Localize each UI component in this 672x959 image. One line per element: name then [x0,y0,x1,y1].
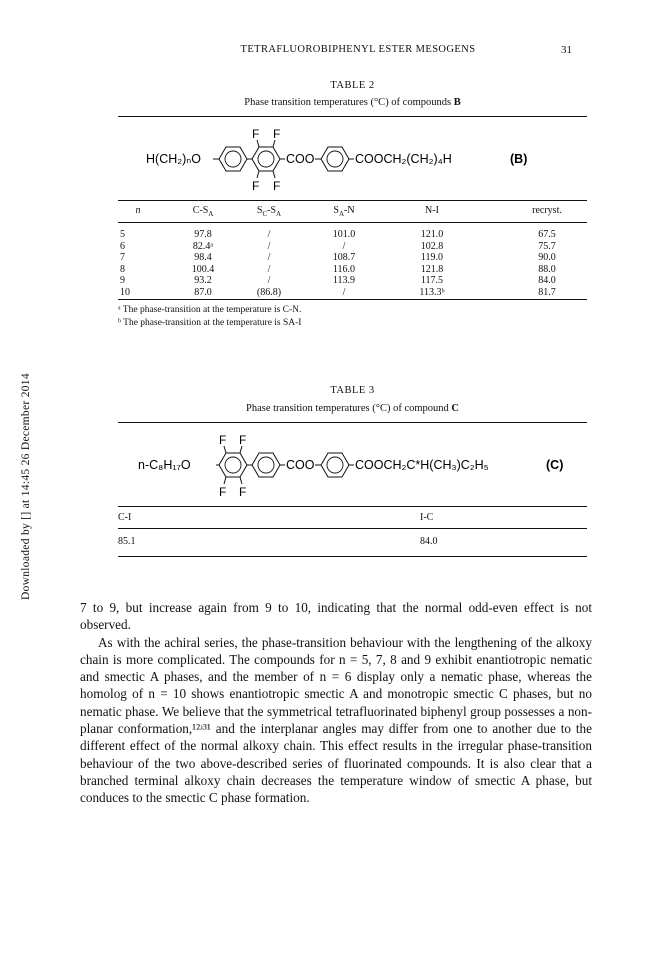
t2-cell-r4-c3: 113.9 [332,275,356,287]
t2-cell-r1-c5: 75.7 [538,240,556,252]
t2-f-bot-right: F [273,179,281,193]
t2-cell-r0-c2: / [267,229,271,240]
t2-cell-r3-c5: 88.0 [538,263,556,275]
t2-f-top-left: F [252,127,260,141]
t3-f-bot-right: F [239,485,247,499]
t2-f-bot-left: F [252,179,260,193]
t2-cell-r1-c4: 102.8 [420,240,444,252]
t3-linker: COO [286,458,315,472]
t3-left-group: n-C₈H₁₇O [138,458,191,472]
paragraph-1: 7 to 9, but increase again from 9 to 10, indicating that the normal odd-even effect is not observed. [80,600,592,633]
download-stamp [6,310,32,710]
table3-label: TABLE 3 [330,385,375,396]
t2-col-n-i: N-I [425,205,439,216]
t3-compound-label: (C) [546,458,564,472]
t2-footnote-a: ᵃ The phase-transition at the temperature is C-N. [118,305,302,315]
t2-cell-r4-c1: 93.2 [194,275,212,287]
t2-cell-r5-c5: 81.7 [538,287,556,298]
t3-f-bot-left: F [219,485,227,499]
page-number: 31 [561,44,572,56]
t2-right-group: COOCH₂(CH₂)₄H [355,152,452,166]
t2-cell-r5-c3: / [342,287,346,298]
table2-body-rule [118,222,587,223]
body-text [80,599,592,807]
t2-footnote-b: ᵇ The phase-transition at the temperature is SA-I [118,318,302,328]
t2-cell-r5-c1: 87.0 [194,287,212,298]
t2-cell-r4-c0: 9 [120,275,125,287]
t2-col-sc-sa: $S_C-S_A$ [256,205,282,218]
t2-col-n: n [135,205,141,216]
t3-cell-i-c: 84.0 [420,536,438,547]
t2-benzene-ring-3 [321,147,349,171]
t3-col-c-i: C-I [118,512,132,523]
t2-cell-r4-c2: / [267,275,271,287]
t2-cell-r3-c0: 8 [120,263,125,275]
t2-col-c-sa: $C-S_A$ [192,205,214,218]
t2-left-group: H(CH₂)ₙO [146,152,201,166]
table3-caption-text: Phase transition temperatures (°C) of compound [246,403,452,414]
table3-caption-compound: C [451,403,459,414]
table3-bottom-rule [118,556,587,557]
t2-cell-r2-c4: 119.0 [420,252,444,264]
t2-cell-r1-c3: / [342,240,346,252]
t3-fluorobenzene-ring [219,446,247,484]
t2-cell-r3-c2: / [267,263,271,275]
t2-col-sa-n: $S_A-N$ [333,205,355,218]
table2-head-rule [118,200,587,201]
t2-cell-r3-c1: 100.4 [191,263,215,275]
table3-structure [118,424,587,506]
table2-top-rule [118,116,587,117]
t2-f-top-right: F [273,127,281,141]
t2-cell-r1-c2: / [267,240,271,252]
t3-cell-c-i: 85.1 [118,536,136,547]
table3-body-rule [118,528,587,529]
table2-caption-text: Phase transition temperatures (°C) of compounds [244,97,454,108]
t2-cell-r5-c4: 113.3ᵇ [419,287,445,298]
table2-structure [118,118,587,200]
paragraph-2: As with the achiral series, the phase-transition behaviour with the lengthening of the alkoxy chain is more complicated. The compounds for n = 5, 7, 8 and 9 exhibit enantiotropic nematic and smectic A phases, and the member of n = 6 display only a nematic phase, whereas the homolog of n = 10 shows enantiotropic smectic A and monotropic smectic C phases, but no nematic phase. We believe that the symmetrical tetrafluorinated biphenyl group possesses a non-planar conformation,¹²ʴ³¹ and the interplanar angles may differ from one to another due to the different effect of the normal alkoxy chain. This effect results in the irregular phase-transition behaviour of the two above-described series of fluorinated compounds. It is also clear that a branched terminal alkoxy chain decreases the temperature window of smectic A phase, but conduces to the smectic C phase formation. [80,634,592,806]
t2-compound-label: (B) [510,152,528,166]
table2-caption [118,97,587,108]
t3-benzene-ring-2 [252,453,280,477]
running-header: TETRAFLUOROBIPHENYL ESTER MESOGENS [240,44,476,55]
t2-cell-r2-c1: 98.4 [194,252,212,264]
table3-top-rule [118,422,587,423]
table3-caption [118,403,587,414]
t2-cell-r5-c0: 10 [120,287,130,298]
t2-col-recryst: recryst. [532,205,562,216]
t2-cell-r0-c1: 97.8 [194,229,212,240]
t2-cell-r1-c1: 82.4ᵃ [192,240,214,252]
t3-f-top-right: F [239,433,247,447]
t2-cell-r2-c5: 90.0 [538,252,556,264]
table3-head-rule [118,506,587,507]
t2-cell-r0-c3: 101.0 [332,229,356,240]
t2-cell-r0-c4: 121.0 [420,229,444,240]
download-stamp-text: Downloaded by [] at 14:45 26 December 2014 [20,373,32,600]
t2-cell-r0-c0: 5 [120,229,125,240]
t2-fluorobenzene-ring [252,140,280,178]
t2-cell-r4-c4: 117.5 [420,275,444,287]
t2-cell-r3-c3: 116.0 [332,263,356,275]
table2-label: TABLE 2 [330,80,375,91]
t2-linker: COO [286,152,315,166]
t3-col-i-c: I-C [420,512,434,523]
t2-cell-r5-c2: (86.8) [256,287,282,298]
t2-benzene-ring-1 [219,147,247,171]
t2-cell-r2-c2: / [267,252,271,264]
t2-cell-r2-c3: 108.7 [332,252,356,264]
t2-cell-r0-c5: 67.5 [538,229,556,240]
table2-bottom-rule [118,299,587,300]
table2-caption-compound: B [453,97,461,108]
t2-cell-r1-c0: 6 [120,240,125,252]
t3-f-top-left: F [219,433,227,447]
t3-right-group: COOCH₂C*H(CH₃)C₂H₅ [355,458,489,472]
t2-cell-r4-c5: 84.0 [538,275,556,287]
t2-cell-r2-c0: 7 [120,252,125,264]
t3-benzene-ring-3 [321,453,349,477]
t2-cell-r3-c4: 121.8 [420,263,444,275]
